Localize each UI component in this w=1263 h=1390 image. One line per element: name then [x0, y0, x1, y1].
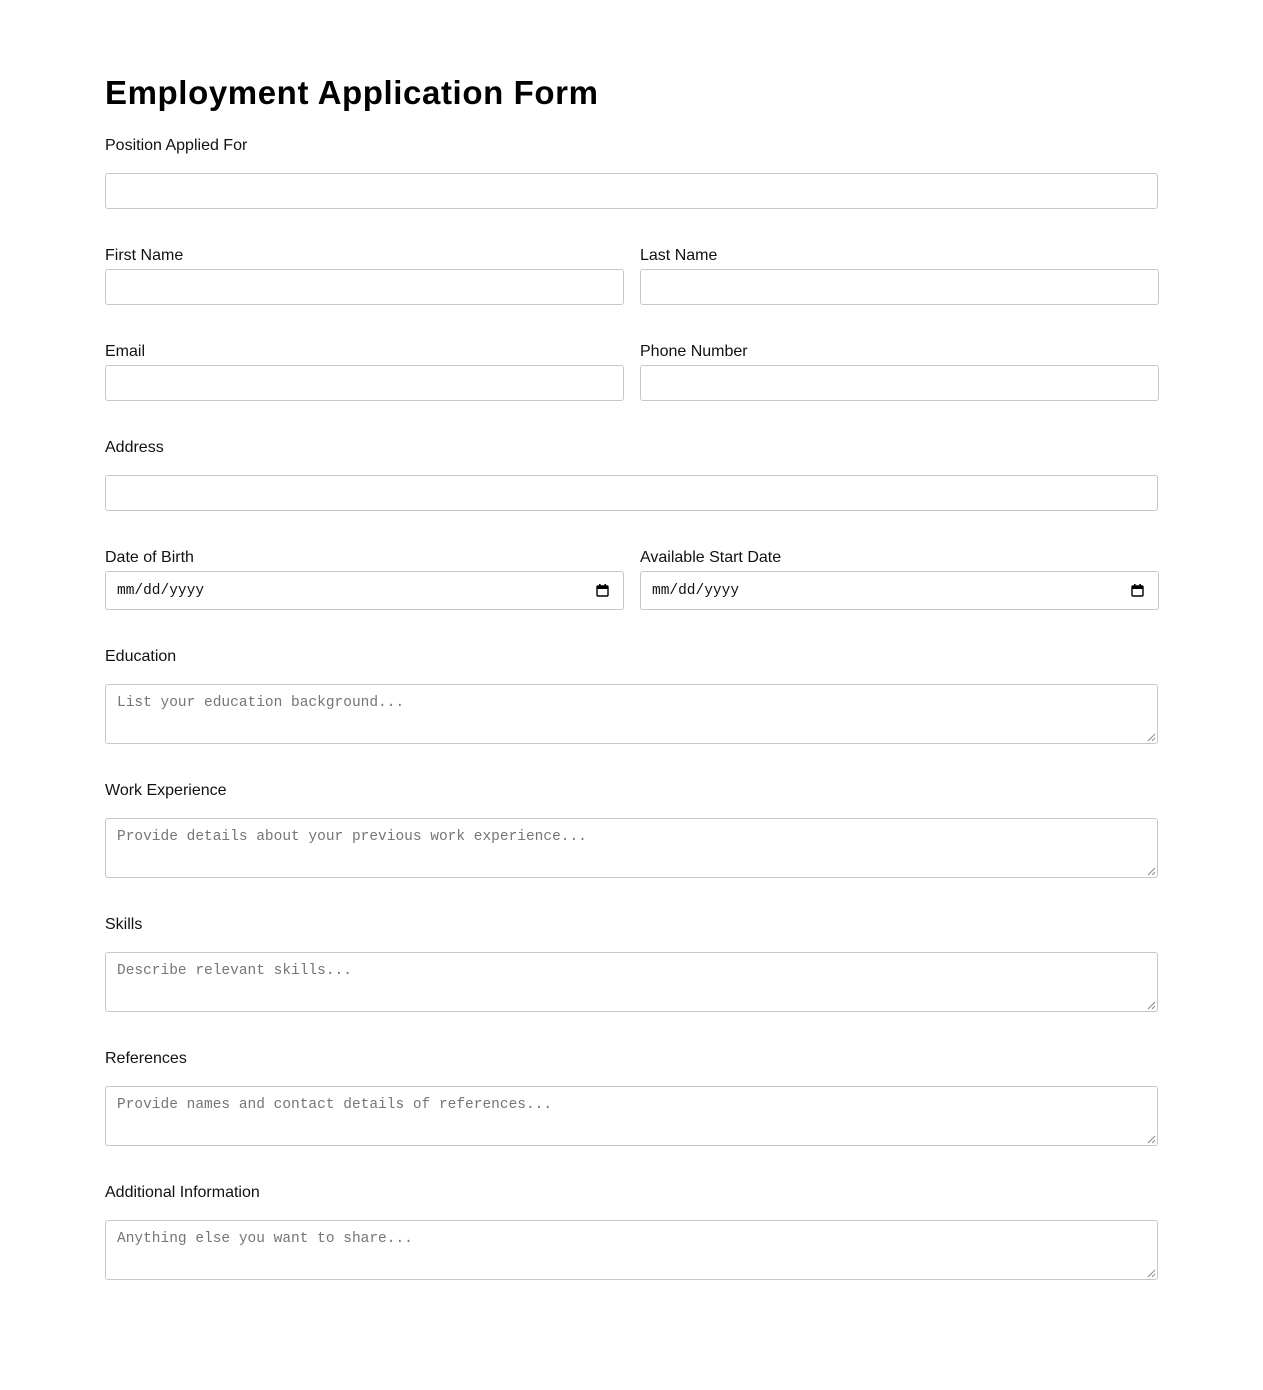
skills-textarea[interactable]: [105, 952, 1158, 1012]
resize-handle-icon[interactable]: [1147, 1135, 1156, 1144]
references-placeholder: Provide names and contact details of references...: [117, 1097, 553, 1113]
education-label: Education: [105, 648, 177, 665]
skills-label: Skills: [105, 916, 143, 933]
work-experience-textarea[interactable]: [105, 818, 1158, 878]
first-name-label: First Name: [105, 247, 184, 264]
phone-label: Phone Number: [640, 343, 748, 360]
education-textarea[interactable]: [105, 684, 1158, 744]
resize-handle-icon[interactable]: [1147, 1269, 1156, 1278]
dob-date-input[interactable]: [105, 571, 624, 610]
email-input[interactable]: [105, 365, 624, 401]
references-label: References: [105, 1050, 187, 1067]
address-label: Address: [105, 439, 164, 456]
references-textarea[interactable]: [105, 1086, 1158, 1146]
resize-handle-icon[interactable]: [1147, 733, 1156, 742]
position-input[interactable]: [105, 173, 1158, 209]
last-name-label: Last Name: [640, 247, 718, 264]
resize-handle-icon[interactable]: [1147, 867, 1156, 876]
calendar-icon[interactable]: [596, 584, 609, 597]
additional-info-textarea[interactable]: [105, 1220, 1158, 1280]
dob-date-display: mm/dd/yyyy: [117, 583, 205, 599]
additional-info-label: Additional Information: [105, 1184, 260, 1201]
additional-info-placeholder: Anything else you want to share...: [117, 1231, 413, 1247]
start-date-display: mm/dd/yyyy: [652, 583, 740, 599]
skills-placeholder: Describe relevant skills...: [117, 963, 352, 979]
work-experience-label: Work Experience: [105, 782, 227, 799]
dob-label: Date of Birth: [105, 549, 194, 566]
start-date-label: Available Start Date: [640, 549, 782, 566]
first-name-input[interactable]: [105, 269, 624, 305]
education-placeholder: List your education background...: [117, 695, 405, 711]
calendar-icon[interactable]: [1131, 584, 1144, 597]
email-label: Email: [105, 343, 146, 360]
work-experience-placeholder: Provide details about your previous work experience...: [117, 829, 587, 845]
start-date-input[interactable]: [640, 571, 1159, 610]
phone-input[interactable]: [640, 365, 1159, 401]
page-title: Employment Application Form: [105, 74, 599, 111]
resize-handle-icon[interactable]: [1147, 1001, 1156, 1010]
last-name-input[interactable]: [640, 269, 1159, 305]
address-input[interactable]: [105, 475, 1158, 511]
position-label: Position Applied For: [105, 137, 248, 154]
